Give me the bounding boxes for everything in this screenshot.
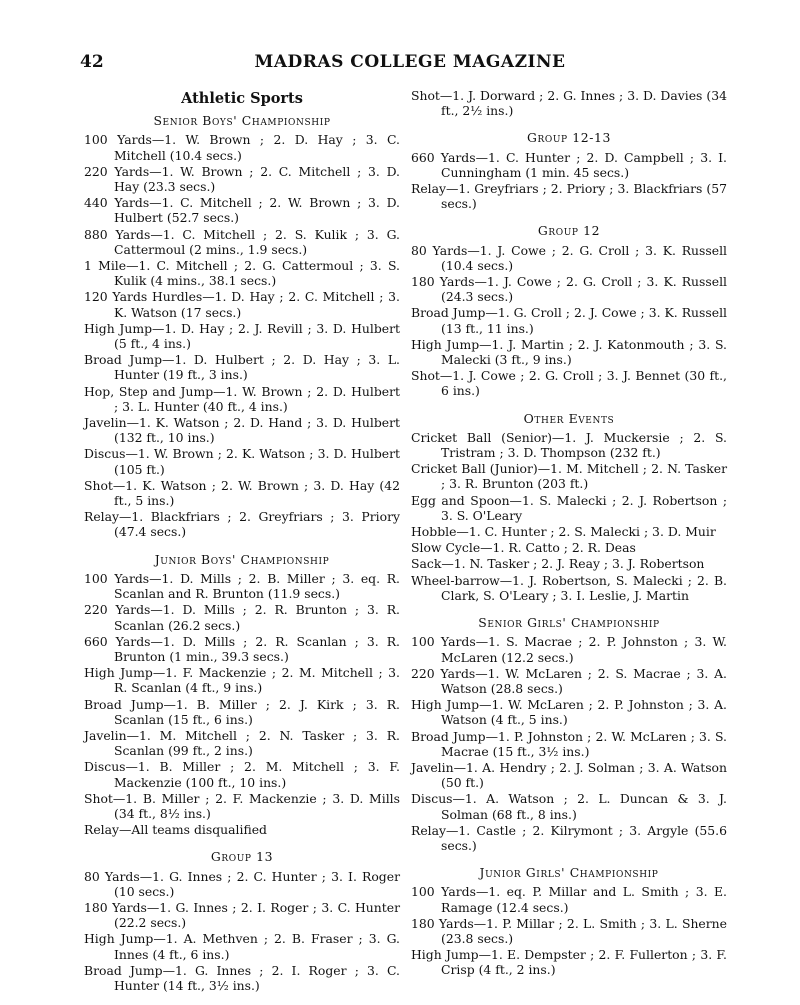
event-result: High Jump—1. W. McLaren ; 2. P. Johnston ; 3. A. Watson (4 ft., 5 ins.) — [411, 697, 727, 728]
event-result: Relay—1. Blackfriars ; 2. Greyfriars ; 3. Priory (47.4 secs.) — [84, 509, 400, 540]
event-result: 1 Mile—1. C. Mitchell ; 2. G. Cattermoul ; 3. S. Kulik (4 mins., 38.1 secs.) — [84, 258, 400, 289]
event-result: Discus—1. A. Watson ; 2. L. Duncan & 3. J. Solman (68 ft., 8 ins.) — [411, 791, 727, 822]
event-result: 180 Yards—1. G. Innes ; 2. I. Roger ; 3. C. Hunter (22.2 secs.) — [84, 899, 400, 931]
results-section — [411, 130, 727, 211]
results-section — [411, 865, 727, 977]
left-sections — [84, 113, 400, 993]
event-result: 440 Yards—1. C. Mitchell ; 2. W. Brown ; 3. D. Hulbert (52.7 secs.) — [84, 195, 400, 226]
section-heading: Junior Girls' Championship — [479, 865, 659, 881]
results-section — [84, 552, 400, 838]
right-column — [411, 88, 727, 990]
event-result: 100 Yards—1. S. Macrae ; 2. P. Johnston ; 3. W. McLaren (12.2 secs.) — [411, 634, 727, 665]
right-sections — [411, 88, 727, 978]
event-result: High Jump—1. J. Martin ; 2. J. Katonmouth ; 3. S. Malecki (3 ft., 9 ins.) — [411, 336, 727, 368]
event-result: Broad Jump—1. G. Croll ; 2. J. Cowe ; 3. K. Russell (13 ft., 11 ins.) — [411, 305, 727, 336]
results-section — [411, 223, 727, 398]
event-result: Relay—1. Greyfriars ; 2. Priory ; 3. Blackfriars (57 secs.) — [411, 181, 727, 212]
section-heading: Other Events — [523, 410, 615, 426]
event-result: Wheel-barrow—1. J. Robertson, S. Malecki ; 2. B. Clark, S. O'Leary ; 3. I. Leslie, J. Martin — [411, 572, 727, 603]
event-result: Relay—All teams disqualified — [84, 822, 267, 838]
event-result: 180 Yards—1. J. Cowe ; 2. G. Croll ; 3. K. Russell (24.3 secs.) — [411, 274, 727, 305]
results-section — [84, 113, 400, 539]
event-result: 220 Yards—1. W. McLaren ; 2. S. Macrae ; 3. A. Watson (28.8 secs.) — [411, 665, 727, 696]
event-result: Shot—1. B. Miller ; 2. F. Mackenzie ; 3. D. Mills (34 ft., 8½ ins.) — [84, 790, 400, 821]
event-result: 120 Yards Hurdles—1. D. Hay ; 2. C. Mitchell ; 3. K. Watson (17 secs.) — [84, 289, 400, 320]
event-result: 80 Yards—1. G. Innes ; 2. C. Hunter ; 3. I. Roger (10 secs.) — [84, 868, 400, 899]
event-result: Discus—1. W. Brown ; 2. K. Watson ; 3. D. Hulbert (105 ft.) — [84, 446, 400, 477]
event-result: 660 Yards—1. C. Hunter ; 2. D. Campbell ; 3. I. Cunningham (1 min. 45 secs.) — [411, 149, 727, 180]
event-result: 880 Yards—1. C. Mitchell ; 2. S. Kulik ; 3. G. Cattermoul (2 mins., 1.9 secs.) — [84, 226, 400, 257]
event-result: High Jump—1. A. Methven ; 2. B. Fraser ; 3. G. Innes (4 ft., 6 ins.) — [84, 931, 400, 962]
event-result: Shot—1. K. Watson ; 2. W. Brown ; 3. D. Hay (42 ft., 5 ins.) — [84, 477, 400, 509]
event-result: High Jump—1. D. Hay ; 2. J. Revill ; 3. D. Hulbert (5 ft., 4 ins.) — [84, 320, 400, 352]
event-result: 100 Yards—1. D. Mills ; 2. B. Miller ; 3. eq. R. Scanlan and R. Brunton (11.9 secs.) — [84, 570, 400, 602]
event-result: Discus—1. B. Miller ; 2. M. Mitchell ; 3. F. Mackenzie (100 ft., 10 ins.) — [84, 759, 400, 790]
event-result: 220 Yards—1. W. Brown ; 2. C. Mitchell ; 3. D. Hay (23.3 secs.) — [84, 163, 400, 195]
event-result: High Jump—1. F. Mackenzie ; 2. M. Mitchell ; 3. R. Scanlan (4 ft., 9 ins.) — [84, 665, 400, 696]
event-result: Shot—1. J. Cowe ; 2. G. Croll ; 3. J. Bennet (30 ft., 6 ins.) — [411, 368, 727, 399]
event-result: Egg and Spoon—1. S. Malecki ; 2. J. Robertson ; 3. S. O'Leary — [411, 492, 727, 523]
event-result: Relay—1. Castle ; 2. Kilrymont ; 3. Argyle (55.6 secs.) — [411, 822, 727, 853]
event-result: Broad Jump—1. B. Miller ; 2. J. Kirk ; 3. R. Scanlan (15 ft., 6 ins.) — [84, 696, 400, 727]
event-result: Hobble—1. C. Hunter ; 2. S. Malecki ; 3. D. Muir — [411, 524, 716, 540]
event-result: Shot—1. J. Dorward ; 2. G. Innes ; 3. D. Davies (34 ft., 2½ ins.) — [411, 88, 727, 119]
section-heading: Senior Boys' Championship — [153, 113, 331, 129]
event-result: Broad Jump—1. D. Hulbert ; 2. D. Hay ; 3. L. Hunter (19 ft., 3 ins.) — [84, 352, 400, 383]
event-result: Broad Jump—1. P. Johnston ; 2. W. McLaren ; 3. S. Macrae (15 ft., 3½ ins.) — [411, 728, 727, 759]
event-result: 100 Yards—1. W. Brown ; 2. D. Hay ; 3. C. Mitchell (10.4 secs.) — [84, 132, 400, 163]
event-result: Sack—1. N. Tasker ; 2. J. Reay ; 3. J. Robertson — [411, 556, 705, 572]
section-heading: Senior Girls' Championship — [478, 615, 660, 631]
event-result: 80 Yards—1. J. Cowe ; 2. G. Croll ; 3. K. Russell (10.4 secs.) — [411, 242, 727, 273]
event-result: Cricket Ball (Junior)—1. M. Mitchell ; 2. N. Tasker ; 3. R. Brunton (203 ft.) — [411, 461, 727, 492]
event-result: Hop, Step and Jump—1. W. Brown ; 2. D. Hulbert ; 3. L. Hunter (40 ft., 4 ins.) — [84, 383, 400, 414]
results-section — [84, 849, 400, 993]
section-heading: Junior Boys' Championship — [154, 551, 330, 567]
page-header — [80, 52, 740, 80]
event-result: 220 Yards—1. D. Mills ; 2. R. Brunton ; 3. R. Scanlan (26.2 secs.) — [84, 602, 400, 633]
section-heading: Group 12 — [537, 223, 601, 239]
event-result: Cricket Ball (Senior)—1. J. Muckersie ; 2. S. Tristram ; 3. D. Thompson (232 ft.) — [411, 429, 727, 461]
left-column — [84, 88, 400, 1005]
event-result: 180 Yards—1. P. Millar ; 2. L. Smith ; 3. L. Sherne (23.8 secs.) — [411, 915, 727, 946]
event-result: 660 Yards—1. D. Mills ; 2. R. Scanlan ; 3. R. Brunton (1 min., 39.3 secs.) — [84, 633, 400, 664]
results-section — [411, 411, 727, 603]
running-title: MADRAS COLLEGE MAGAZINE — [254, 52, 566, 72]
event-result: 100 Yards—1. eq. P. Millar and L. Smith ; 3. E. Ramage (12.4 secs.) — [411, 884, 727, 915]
results-section — [411, 88, 727, 118]
event-result: High Jump—1. E. Dempster ; 2. F. Fullerton ; 3. F. Crisp (4 ft., 2 ins.) — [411, 947, 727, 978]
section-heading: Group 12-13 — [527, 130, 611, 146]
event-result: Broad Jump—1. G. Innes ; 2. I. Roger ; 3. C. Hunter (14 ft., 3½ ins.) — [84, 962, 400, 993]
results-section — [411, 615, 727, 853]
event-result: Javelin—1. A. Hendry ; 2. J. Solman ; 3. A. Watson (50 ft.) — [411, 759, 727, 791]
event-result: Javelin—1. M. Mitchell ; 2. N. Tasker ; 3. R. Scanlan (99 ft., 2 ins.) — [84, 727, 400, 759]
section-heading: Group 13 — [210, 849, 274, 865]
event-result: Slow Cycle—1. R. Catto ; 2. R. Deas — [411, 540, 636, 556]
event-result: Javelin—1. K. Watson ; 2. D. Hand ; 3. D. Hulbert (132 ft., 10 ins.) — [84, 415, 400, 446]
page-number: 42 — [80, 52, 104, 72]
article-title: Athletic Sports — [181, 90, 303, 107]
